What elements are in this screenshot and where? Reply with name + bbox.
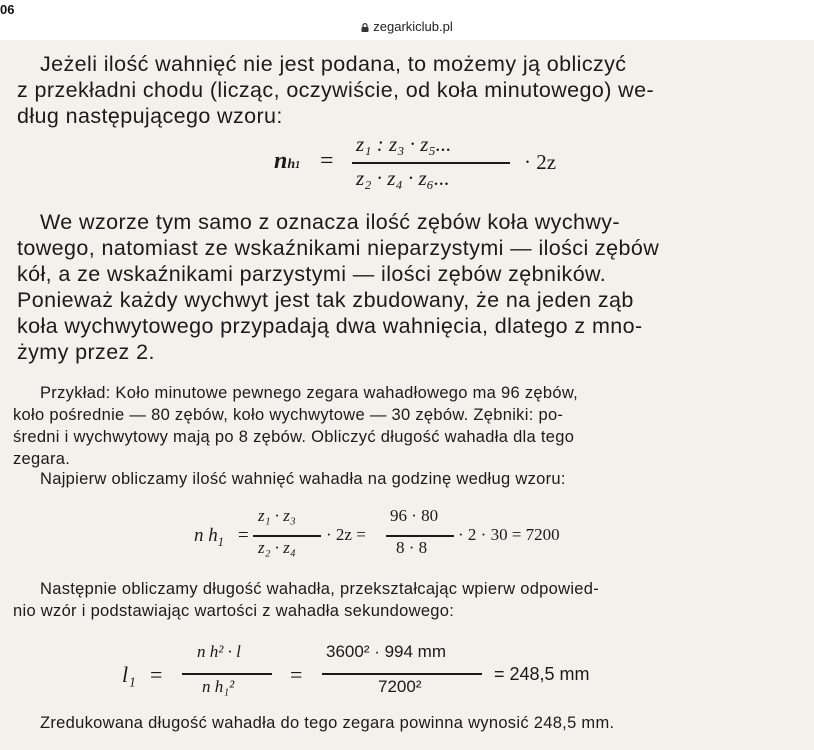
para4-line-1: Następnie obliczamy długość wahadła, przekształcając wpierw odpowied- [40,580,600,598]
para3-line-2: koło pośrednie — 80 zębów, koło wychwytowe — 30 zębów. Zębniki: po- [13,406,564,424]
para4-line-2: nio wzór i podstawiając wartości z wahadła sekundowego: [13,602,455,620]
para2-line-5: koła wychwytowego przypadają dwa wahnięcia, dlatego z mno- [17,314,643,338]
formula-1-factor: · 2z [524,150,557,174]
formula-2-lhs-sub: 1 [217,534,224,549]
para2-line-4: Ponieważ każdy wychwyt jest tak zbudowany, że na jeden ząb [17,288,634,312]
status-time: 06 [0,2,15,17]
para3-line-1: Przykład: Koło minutowe pewnego zegara wahadłowego ma 96 zębów, [40,384,579,402]
formula-1-numerator: z₁ : z₃ · z₅... [356,132,452,156]
formula-3-lhs: l₁ [122,662,136,687]
formula-2-fraction-bar-2 [386,535,454,537]
formula-3-frac2-num: 3600² · 994 mm [326,642,446,661]
conclusion-text: Zredukowana długość wahadła do tego zegara powinna wynosić 248,5 mm. [40,714,615,732]
book-page-scan: Jeżeli ilość wahnięć nie jest podana, to możemy ją obliczyć z przekładni chodu (licząc, oczywiście, od koła minutowego) we- dług następującego wzoru: nh1 = z₁ : z₃ · z₅... z₂ · z₄ · z₆... · 2z We wzorze tym samo z oznacza ilość zębów koła wychwy- towego, natomiast ze wskaźnikami nieparzystymi — ilości zębów kół, a ze wskaźnikami parzystymi — ilości zębów zębników. Ponieważ każdy wychwyt jest tak zbudowany, że na jeden ząb koła wychwytowego przypadają dwa wahnięcia, dlatego z mno- żymy przez 2. Przykład: Koło minutowe pewnego zegara wahadłowego ma 96 zębów, koło pośrednie — 80 zębów, koło wychwytowe — 30 zębów. Zębniki: po- średni i wychwytowy mają po 8 zębów. Obliczyć długość wahadła dla tego zegara. Najpierw obliczamy ilość wahnięć wahadła na godzinę według wzoru: n $h_1$ = z₁ · z₃ z₂ · z₄ · 2z = 96 · 80 8 · 8 · 2 · 30 = 7200 Następnie obliczamy długość wahadła, przekształcając wpierw odpowied- nio wzór i podstawiając wartości z wahadła sekundowego: l₁ = n h² · l n h₁² = 3600² · 994 mm 7200² = 248,5 mm Zredukowana długość wahadła do tego zegara powinna wynosić 248,5 mm. [0,40,814,750]
formula-1-lhs-subsub: 1 [295,160,301,171]
para2-line-6: żymy przez 2. [17,340,155,364]
formula-1-eq: = [320,148,334,174]
formula-3-result: = 248,5 mm [494,664,590,684]
para2-line-1: We wzorze tym samo z oznacza ilość zębów koła wychwy- [40,210,620,234]
formula-3-frac1-num: n h² · l [197,642,241,661]
para3-line-4: zegara. [13,450,71,468]
para3-line-3: średni i wychwytowy mają po 8 zębów. Obliczyć długość wahadła dla tego [13,428,575,446]
formula-2-mid: · 2z = [326,525,366,544]
para2-line-3: kół, a ze wskaźnikami parzystymi — ilości zębów zębników. [17,262,607,286]
formula-2-frac2-num: 96 · 80 [390,506,439,525]
lock-icon [361,23,369,32]
formula-2-tail: · 2 · 30 = 7200 [458,525,560,544]
formula-3-eq2: = [290,662,303,687]
formula-1-fraction-bar [352,162,510,164]
para1-line-2: z przekładni chodu (licząc, oczywiście, od koła minutowego) we- [17,78,655,102]
formula-2-frac1-num: z₁ · z₃ [258,506,296,525]
address-bar[interactable] [0,19,814,34]
para3-line-5: Najpierw obliczamy ilość wahnięć wahadła na godzinę według wzoru: [40,470,566,488]
formula-1-denominator: z₂ · z₄ · z₆... [356,166,450,190]
url-text: zegarkiclub.pl [373,19,453,34]
formula-2-frac1-den: z₂ · z₄ [258,538,296,557]
formula-1-lhs-sub: h [287,157,296,172]
formula-2-frac2-den: 8 · 8 [396,538,428,557]
formula-2-lhs: n h [194,525,218,546]
para2-line-2: towego, natomiast ze wskaźnikami nieparzystymi — ilości zębów [17,236,660,260]
formula-3-fraction-bar-1 [182,673,272,675]
formula-3-frac1-den: n h₁² [202,677,235,696]
formula-3-fraction-bar-2 [322,673,482,675]
formula-1-lhs: n [274,148,288,174]
formula-3-eq1: = [150,662,163,687]
para1-line-1: Jeżeli ilość wahnięć nie jest podana, to możemy ją obliczyć [40,52,627,76]
formula-3-frac2-den: 7200² [378,677,422,696]
formula-2-fraction-bar-1 [253,535,321,537]
browser-status-bar [0,0,814,40]
para1-line-3: dług następującego wzoru: [17,104,283,128]
